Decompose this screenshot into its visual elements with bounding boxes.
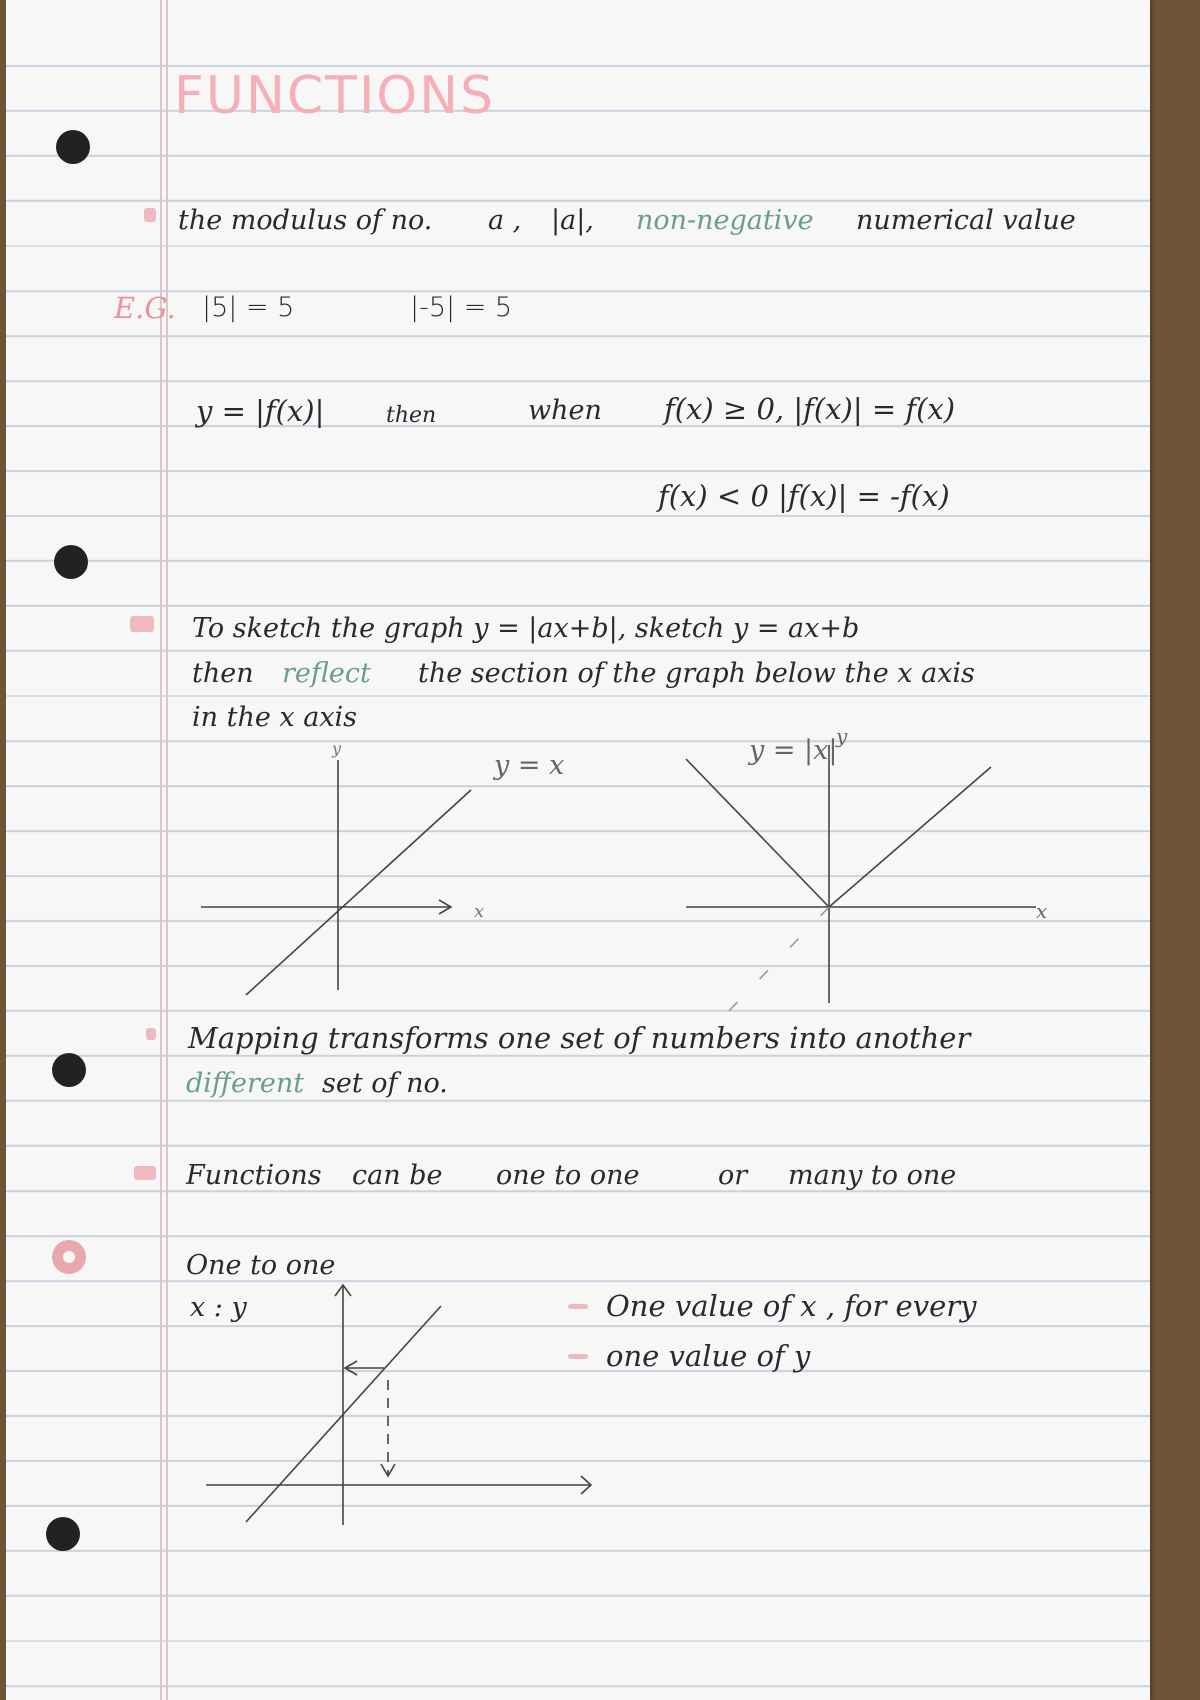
- punch-hole: [56, 130, 90, 164]
- margin-line: [160, 0, 162, 1700]
- graph1-label: y = x: [494, 750, 565, 781]
- graph1-y-axis-label: y: [332, 739, 342, 758]
- margin-line: [166, 0, 168, 1700]
- punch-hole: [46, 1517, 80, 1551]
- bullet-marker: [134, 1166, 156, 1180]
- modulus-abs-a: |a|,: [551, 205, 594, 236]
- one-to-one-note-1: One value of x , for every: [606, 1289, 977, 1323]
- modulus-prefix: the modulus of no.: [178, 205, 433, 236]
- one-to-one-note-2: one value of y: [606, 1339, 811, 1373]
- when-word: when: [528, 395, 602, 426]
- graph-y-equals-abs-x: [681, 745, 1041, 1005]
- graph2-label: y = |x|: [749, 735, 838, 766]
- mapping-line-1: Mapping transforms one set of numbers into another: [188, 1021, 971, 1055]
- graph-one-to-one: [206, 1280, 586, 1530]
- bullet-dash: [568, 1354, 588, 1359]
- sketch-line-2-end: the section of the graph below the x axis: [418, 658, 975, 689]
- punch-hole: [54, 545, 88, 579]
- punch-hole: [52, 1053, 86, 1087]
- notebook-page: [6, 0, 1150, 1700]
- x-colon-y: x : y: [190, 1292, 247, 1323]
- example-1: |5| = 5: [202, 292, 295, 323]
- modulus-suffix: numerical value: [856, 205, 1076, 236]
- reflect-word: reflect: [282, 658, 371, 689]
- then-word: then: [386, 403, 437, 428]
- graph-y-equals-x: [201, 745, 501, 995]
- sketch-line-2-start: then: [192, 658, 254, 689]
- modulus-a: a ,: [488, 205, 522, 236]
- bullet-marker: [146, 1028, 156, 1040]
- different-word: different: [186, 1068, 305, 1099]
- case-nonnegative: f(x) ≥ 0, |f(x)| = f(x): [664, 392, 956, 426]
- y-equals-abs-fx: y = |f(x)|: [196, 394, 325, 428]
- or-word: or: [718, 1160, 748, 1191]
- sketch-line-1: To sketch the graph y = |ax+b|, sketch y = ax+b: [192, 613, 860, 644]
- can-be-words: can be: [352, 1160, 443, 1191]
- bullet-marker: [130, 616, 154, 632]
- punch-hole: [52, 1240, 86, 1274]
- sketch-line-3: in the x axis: [192, 702, 358, 733]
- graph1-x-axis-label: x: [474, 901, 485, 922]
- mapping-line-2-end: set of no.: [322, 1068, 448, 1099]
- bullet-dash: [568, 1304, 588, 1309]
- eg-label: E.G.: [114, 291, 176, 325]
- non-negative-word: non-negative: [636, 205, 814, 236]
- functions-word: Functions: [186, 1160, 322, 1191]
- graph2-y-axis-label: y: [836, 724, 848, 748]
- example-2: |-5| = 5: [410, 292, 513, 323]
- bullet-marker: [144, 208, 156, 222]
- line-y-equals-x: [246, 790, 471, 995]
- many-to-one-words: many to one: [788, 1160, 957, 1191]
- case-negative: f(x) < 0 |f(x)| = -f(x): [658, 479, 950, 513]
- one-to-one-words: one to one: [496, 1160, 640, 1191]
- graph2-x-axis-label: x: [1036, 899, 1048, 923]
- line-y-equals-abs-x: [686, 759, 991, 907]
- page-title: FUNCTIONS: [174, 66, 496, 126]
- one-to-one-heading: One to one: [186, 1250, 336, 1281]
